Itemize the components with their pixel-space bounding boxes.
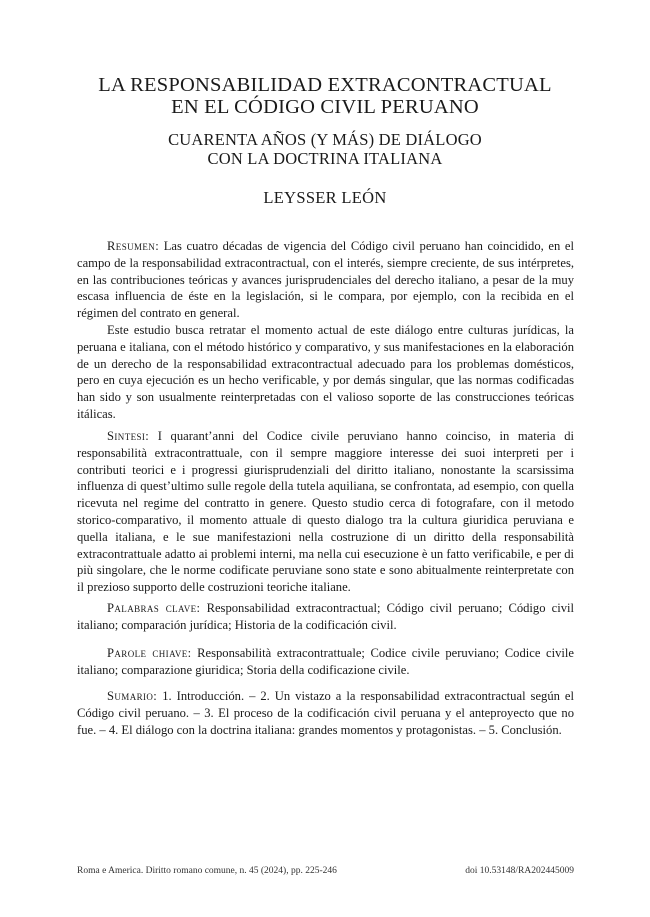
table-of-contents bbox=[77, 688, 574, 738]
paper-subtitle-line-1: CUARENTA AÑOS (Y MÁS) DE DIÁLOGO bbox=[168, 130, 482, 149]
keywords-spanish-text: Responsabilidad extracontractual; Código civil peruano; Código civil italiano; comparación jurídica; Historia de la codificación civil. bbox=[77, 601, 575, 632]
abstract-italian-label: Sintesi: bbox=[107, 429, 150, 443]
keywords-spanish bbox=[77, 600, 574, 634]
abstract-spanish-label: Resumen: bbox=[107, 239, 160, 253]
paper-title-line-1: LA RESPONSABILIDAD EXTRACONTRACTUAL bbox=[98, 74, 552, 96]
keywords-italian-label: Parole chiave: bbox=[107, 646, 192, 660]
keywords-spanish-label: Palabras clave: bbox=[107, 601, 201, 615]
table-of-contents-paragraph bbox=[77, 688, 574, 738]
keywords-italian-paragraph bbox=[77, 645, 574, 679]
footer-doi: doi 10.53148/RA202445009 bbox=[465, 866, 574, 876]
table-of-contents-text: 1. Introducción. – 2. Un vistazo a la responsabilidad extracontractual según el Código civil peruano. – 3. El proceso de la codificación civil peruana y el anteproyecto que no fue. – 4. El diálogo con la doctrina italiana: grandes momentos y protagonistas. – 5. Conclusión. bbox=[77, 689, 574, 737]
abstract-spanish bbox=[77, 238, 574, 423]
abstract-italian bbox=[77, 428, 574, 596]
author-name: LEYSSER LEÓN bbox=[263, 188, 387, 207]
abstract-spanish-paragraph-1 bbox=[77, 238, 574, 322]
keywords-spanish-paragraph bbox=[77, 600, 574, 634]
keywords-italian-text: Responsabilità extracontrattuale; Codice civile peruviano; Codice civile italiano; comparazione giuridica; Storia della codificazione civile. bbox=[77, 646, 574, 677]
keywords-italian bbox=[77, 645, 574, 679]
abstract-spanish-paragraph-2: Este estudio busca retratar el momento actual de este diálogo entre culturas jurídicas, la peruana e italiana, con el método histórico y comparativo, y sus manifestaciones en la elaboración de un derecho de la responsabilidad extracontractual adecuado para los problemas domésticos, pero en cuya ejecución es un hecho verificable, y por demás singular, que las normas codificadas han sido y son usualmente reinterpretadas con el valioso soporte de las construcciones teóricas itálicas. bbox=[77, 322, 574, 421]
footer-journal-citation: Roma e America. Diritto romano comune, n. 45 (2024), pp. 225-246 bbox=[77, 866, 337, 876]
paper-title-line-2: EN EL CÓDIGO CIVIL PERUANO bbox=[171, 96, 479, 118]
paper-subtitle-line-2: CON LA DOCTRINA ITALIANA bbox=[207, 149, 443, 168]
table-of-contents-label: Sumario: bbox=[107, 689, 158, 703]
abstract-spanish-text-1: Las cuatro décadas de vigencia del Código civil peruano han coincidido, en el campo de la responsabilidad extracontractual, con el interés, siempre creciente, de sus intérpretes, en las contribuciones teóricas y avances jurisprudenciales del derecho italiano, a pesar de la muy escasa influencia de éste en la legislación, si le compara, por ejemplo, con la recibida en el régimen del contrato en general. bbox=[77, 239, 574, 321]
abstract-italian-text: I quarant’anni del Codice civile peruviano hanno coinciso, in materia di responsabilità extracontrattuale, con il sempre maggiore interesse dei suoi interpreti per i contributi teorici e i progressi giurisprudenziali del diritto italiano, nonostante la scarsissima influenza di quest’ultimo sulle regole della tutela aquiliana, se confrontata, ad esempio, con quella ricevuta nel regime del contratto in genere. Questo studio cerca di fotografare, con il metodo storico-comparativo, il momento attuale di questo dialogo tra la cultura giuridica peruviana e quella italiana, e le sue manifestazioni nella costruzione di un diritto della responsabilità extracontrattuale adatto ai problemi interni, ma nella cui esecuzione è un fatto verificabile, e per di più singolare, che le norme codificate peruviane sono state e sono abitualmente reinterpretate con il prezioso supporto delle costruzioni teoriche italiane. bbox=[77, 429, 574, 595]
abstract-italian-paragraph bbox=[77, 428, 574, 596]
